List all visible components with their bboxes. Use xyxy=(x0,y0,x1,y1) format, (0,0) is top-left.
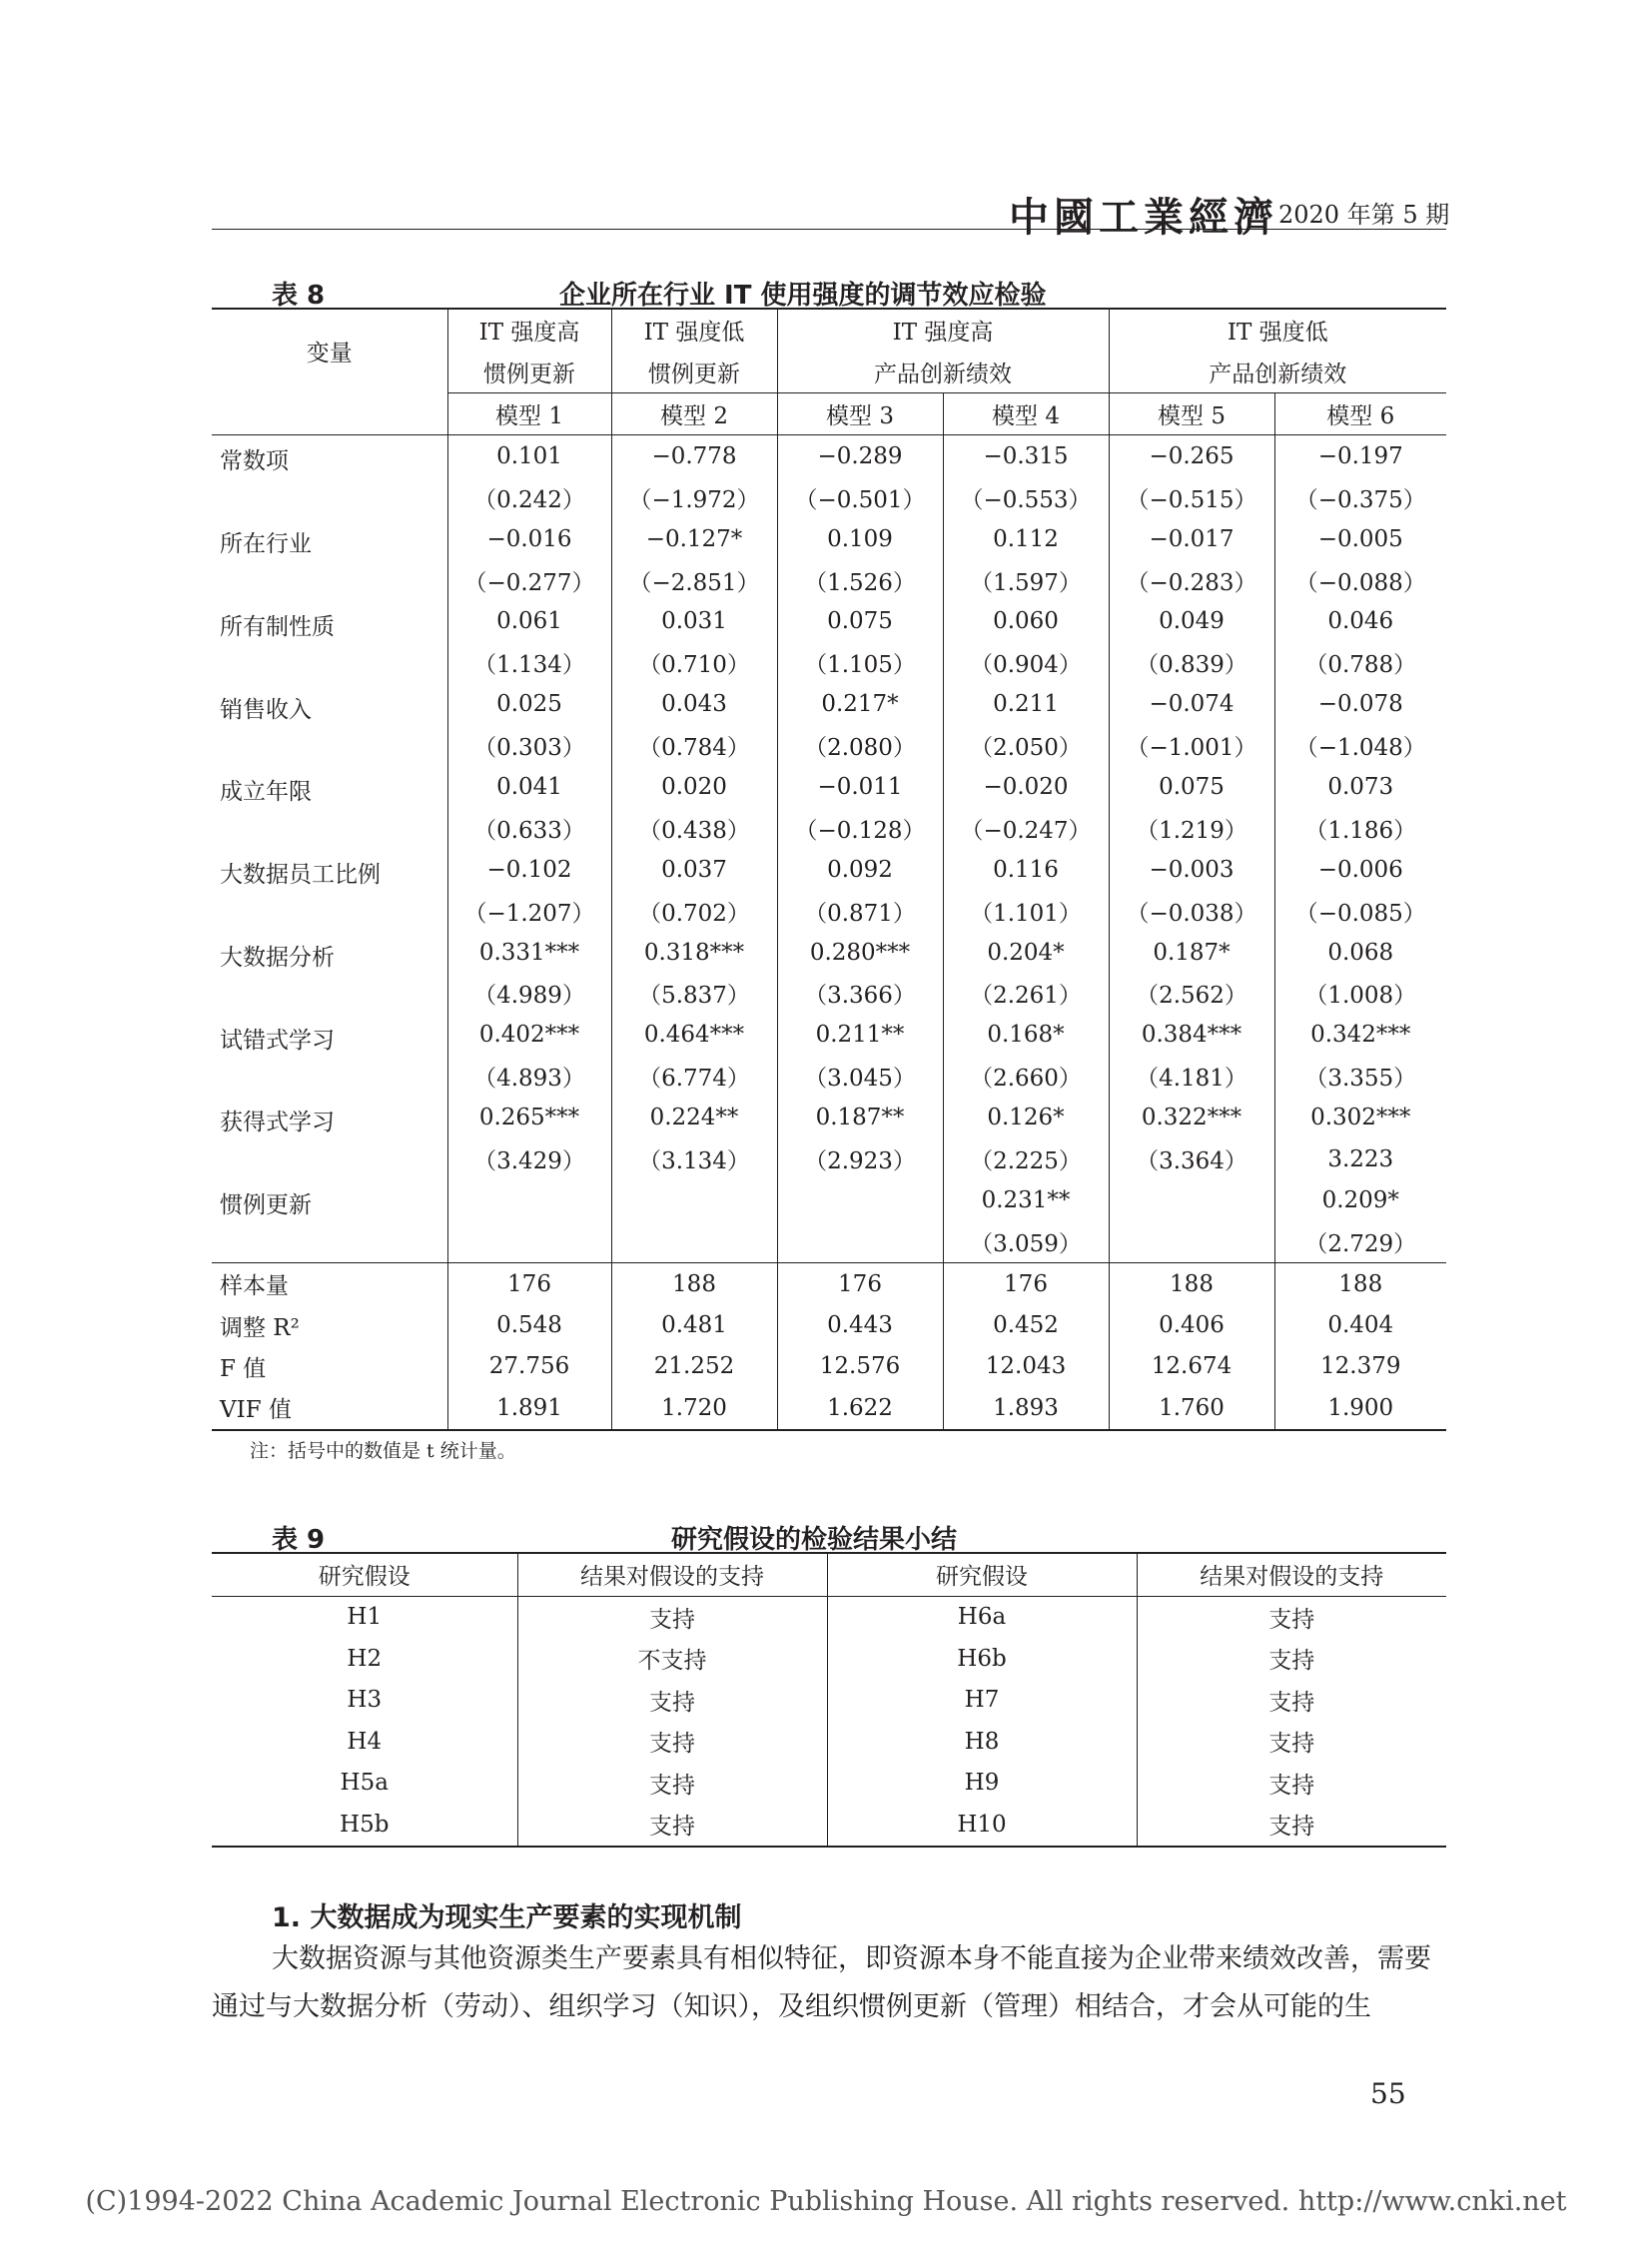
t-stat-cell: 3.223 xyxy=(1274,1138,1446,1179)
stat-cell: 1.622 xyxy=(777,1387,943,1429)
t-stat-cell: （1.134） xyxy=(447,642,611,683)
coef-cell: −0.197 xyxy=(1274,435,1446,477)
table-row xyxy=(212,1097,1446,1137)
support-cell: 支持 xyxy=(1137,1721,1446,1763)
coef-cell xyxy=(1109,1179,1274,1220)
t-stat-cell: （3.429） xyxy=(447,1138,611,1179)
coef-cell: −0.005 xyxy=(1274,518,1446,559)
coef-cell xyxy=(447,1179,611,1220)
stat-row xyxy=(212,1387,1446,1429)
coef-cell: 0.068 xyxy=(1274,932,1446,973)
t-stat-cell: （−1.048） xyxy=(1274,725,1446,766)
column-header: 结果对假设的支持 xyxy=(1137,1553,1446,1596)
stat-cell: 1.900 xyxy=(1274,1387,1446,1429)
coef-cell: 0.126* xyxy=(943,1097,1109,1137)
variable-name: 大数据分析 xyxy=(220,944,335,971)
coef-cell: 0.224** xyxy=(611,1097,777,1137)
coef-cell: 0.322*** xyxy=(1109,1097,1274,1137)
stat-name: VIF 值 xyxy=(212,1387,447,1429)
coef-cell xyxy=(611,1179,777,1220)
table9 xyxy=(212,1552,1446,1848)
variable-name: 惯例更新 xyxy=(220,1192,312,1219)
t-stat-cell: （3.134） xyxy=(611,1138,777,1179)
table-row xyxy=(212,766,1446,807)
t-stat-cell: （1.526） xyxy=(777,559,943,600)
coef-cell: 0.302*** xyxy=(1274,1097,1446,1137)
variable-name: 销售收入 xyxy=(220,696,312,723)
table-row xyxy=(212,1763,1446,1805)
t-stat-cell xyxy=(1109,1221,1274,1263)
t-stat-cell: （−1.001） xyxy=(1109,725,1274,766)
stat-cell: 188 xyxy=(1109,1262,1274,1304)
stat-cell: 12.576 xyxy=(777,1346,943,1387)
coef-cell: 0.217* xyxy=(777,684,943,725)
support-cell: 支持 xyxy=(1137,1638,1446,1680)
group-header: IT 强度高 xyxy=(447,309,611,351)
stat-cell: 1.893 xyxy=(943,1387,1109,1429)
group-header: 惯例更新 xyxy=(611,351,777,392)
variable-name: 所有制性质 xyxy=(220,613,335,640)
support-cell: 不支持 xyxy=(517,1638,827,1680)
coef-cell: 0.265*** xyxy=(447,1097,611,1137)
header-rule xyxy=(212,229,1446,230)
stat-cell: 0.406 xyxy=(1109,1304,1274,1345)
coef-cell: −0.016 xyxy=(447,518,611,559)
section-heading: 1. 大数据成为现实生产要素的实现机制 xyxy=(272,1902,742,1933)
coef-cell: −0.011 xyxy=(777,766,943,807)
coef-cell: 0.101 xyxy=(447,435,611,477)
coef-cell: 0.061 xyxy=(447,601,611,642)
hypothesis-cell: H2 xyxy=(347,1645,383,1672)
table8 xyxy=(212,308,1446,1431)
coef-cell: −0.017 xyxy=(1109,518,1274,559)
coef-cell: −0.020 xyxy=(943,766,1109,807)
coef-cell: 0.060 xyxy=(943,601,1109,642)
coef-cell: −0.289 xyxy=(777,435,943,477)
stat-cell: 188 xyxy=(1274,1262,1446,1304)
coef-cell: 0.187* xyxy=(1109,932,1274,973)
coef-cell: 0.037 xyxy=(611,849,777,890)
variable-name: 常数项 xyxy=(212,435,447,518)
hypothesis-cell: H7 xyxy=(827,1680,1137,1722)
coef-cell: 0.041 xyxy=(447,766,611,807)
table-row xyxy=(212,601,1446,642)
coef-cell: 0.402*** xyxy=(447,1015,611,1056)
model-header: 模型 4 xyxy=(943,392,1109,434)
t-stat-cell: （4.181） xyxy=(1109,1056,1274,1097)
t-stat-cell: （−0.038） xyxy=(1109,890,1274,931)
table-row xyxy=(212,849,1446,890)
stat-row xyxy=(212,1304,1446,1345)
coef-cell: 0.075 xyxy=(777,601,943,642)
t-stat-cell: （1.101） xyxy=(943,890,1109,931)
t-stat-cell: （2.562） xyxy=(1109,973,1274,1014)
table-row xyxy=(212,932,1446,973)
table8-label: 表 8 xyxy=(272,281,326,311)
group-header: 产品创新绩效 xyxy=(1109,351,1446,392)
group-header: 惯例更新 xyxy=(447,351,611,392)
stat-cell: 12.674 xyxy=(1109,1346,1274,1387)
table-row xyxy=(212,684,1446,725)
t-stat-cell: （1.008） xyxy=(1274,973,1446,1014)
t-stat-cell: （−0.553） xyxy=(943,477,1109,518)
t-stat-cell: （−0.277） xyxy=(447,559,611,600)
t-stat-cell: （3.364） xyxy=(1109,1138,1274,1179)
stat-cell: 21.252 xyxy=(611,1346,777,1387)
t-stat-cell: （2.080） xyxy=(777,725,943,766)
t-stat-cell: （0.702） xyxy=(611,890,777,931)
support-cell: 支持 xyxy=(517,1680,827,1722)
t-stat-cell: （6.774） xyxy=(611,1056,777,1097)
coef-cell: 0.168* xyxy=(943,1015,1109,1056)
coef-cell: 0.109 xyxy=(777,518,943,559)
coef-cell: 0.112 xyxy=(943,518,1109,559)
coef-cell: 0.046 xyxy=(1274,601,1446,642)
stat-cell: 176 xyxy=(943,1262,1109,1304)
stat-name: F 值 xyxy=(220,1355,267,1382)
issue-number: 2020 年第 5 期 xyxy=(1278,201,1450,229)
coef-cell: 0.464*** xyxy=(611,1015,777,1056)
stat-cell: 0.443 xyxy=(777,1304,943,1345)
variable-name: 试错式学习 xyxy=(220,1027,335,1054)
column-header: 结果对假设的支持 xyxy=(517,1553,827,1596)
coef-cell: −0.078 xyxy=(1274,684,1446,725)
coef-cell: −0.003 xyxy=(1109,849,1274,890)
t-stat-cell: （2.225） xyxy=(943,1138,1109,1179)
table-row xyxy=(212,1179,1446,1220)
hypothesis-cell: H3 xyxy=(347,1687,383,1714)
model-header: 模型 6 xyxy=(1274,392,1446,434)
t-stat-cell: （0.242） xyxy=(447,477,611,518)
t-stat-cell: （3.355） xyxy=(1274,1056,1446,1097)
model-header: 模型 1 xyxy=(447,392,611,434)
t-stat-cell: （4.893） xyxy=(447,1056,611,1097)
t-stat-cell: （1.219） xyxy=(1109,808,1274,849)
t-stat-cell: （−0.088） xyxy=(1274,559,1446,600)
stat-cell: 27.756 xyxy=(447,1346,611,1387)
t-stat-cell: （0.633） xyxy=(447,808,611,849)
stat-cell: 0.548 xyxy=(447,1304,611,1345)
t-stat-cell: （1.105） xyxy=(777,642,943,683)
t-stat-cell: （−2.851） xyxy=(611,559,777,600)
coef-cell: −0.315 xyxy=(943,435,1109,477)
t-stat-cell: （0.784） xyxy=(611,725,777,766)
hypothesis-cell: H6a xyxy=(827,1596,1137,1638)
journal-title: 中國工業經濟 xyxy=(1009,194,1278,241)
stat-cell: 176 xyxy=(777,1262,943,1304)
t-stat-cell xyxy=(611,1221,777,1263)
coef-cell: 0.075 xyxy=(1109,766,1274,807)
hypothesis-cell: H4 xyxy=(347,1728,383,1755)
group-header: IT 强度低 xyxy=(611,309,777,351)
t-stat-cell: （−1.207） xyxy=(447,890,611,931)
support-cell: 支持 xyxy=(517,1721,827,1763)
table-row xyxy=(212,518,1446,559)
coef-cell: 0.211** xyxy=(777,1015,943,1056)
group-header: IT 强度低 xyxy=(1109,309,1446,351)
hypothesis-cell: H5b xyxy=(212,1804,517,1847)
hypothesis-cell: H9 xyxy=(827,1763,1137,1805)
coef-cell: −0.074 xyxy=(1109,684,1274,725)
t-stat-cell: （−0.283） xyxy=(1109,559,1274,600)
table-row xyxy=(212,435,1446,477)
coef-cell: −0.127* xyxy=(611,518,777,559)
coef-cell: 0.204* xyxy=(943,932,1109,973)
coef-cell: −0.778 xyxy=(611,435,777,477)
t-stat-cell: （0.904） xyxy=(943,642,1109,683)
page-number: 55 xyxy=(1370,2077,1406,2110)
t-stat-cell: （1.186） xyxy=(1274,808,1446,849)
table8-title: 企业所在行业 IT 使用强度的调节效应检验 xyxy=(559,281,1047,311)
stat-name: 调整 R² xyxy=(220,1314,300,1341)
t-stat-cell: （2.261） xyxy=(943,973,1109,1014)
t-stat-cell xyxy=(447,1221,611,1263)
table-row xyxy=(212,1638,1446,1680)
coef-cell: 0.384*** xyxy=(1109,1015,1274,1056)
t-stat-cell: （2.729） xyxy=(1274,1221,1446,1263)
column-header: 研究假设 xyxy=(212,1553,517,1596)
coef-cell: 0.116 xyxy=(943,849,1109,890)
stat-cell: 1.720 xyxy=(611,1387,777,1429)
table9-title: 研究假设的检验结果小结 xyxy=(671,1525,958,1555)
coef-cell: 0.231** xyxy=(943,1179,1109,1220)
hypothesis-cell: H10 xyxy=(827,1804,1137,1847)
t-stat-cell: （−0.501） xyxy=(777,477,943,518)
table-row xyxy=(212,1680,1446,1722)
t-stat-cell: （−0.085） xyxy=(1274,890,1446,931)
stat-cell: 1.760 xyxy=(1109,1387,1274,1429)
coef-cell: 0.092 xyxy=(777,849,943,890)
coef-cell: 0.020 xyxy=(611,766,777,807)
group-header: IT 强度高 xyxy=(777,309,1109,351)
t-stat-cell: （4.989） xyxy=(447,973,611,1014)
stat-cell: 0.481 xyxy=(611,1304,777,1345)
t-stat-cell: （0.839） xyxy=(1109,642,1274,683)
coef-cell: 0.318*** xyxy=(611,932,777,973)
table9-label: 表 9 xyxy=(272,1525,326,1555)
column-header: 研究假设 xyxy=(827,1553,1137,1596)
coef-cell: −0.102 xyxy=(447,849,611,890)
coef-cell: −0.265 xyxy=(1109,435,1274,477)
support-cell: 支持 xyxy=(1137,1596,1446,1638)
t-stat-cell: （1.597） xyxy=(943,559,1109,600)
stat-name: 样本量 xyxy=(212,1262,447,1304)
coef-cell: 0.280*** xyxy=(777,932,943,973)
t-stat-cell: （5.837） xyxy=(611,973,777,1014)
coef-cell: 0.211 xyxy=(943,684,1109,725)
t-stat-cell: （0.303） xyxy=(447,725,611,766)
stat-cell: 188 xyxy=(611,1262,777,1304)
stat-cell: 12.043 xyxy=(943,1346,1109,1387)
coef-cell: 0.031 xyxy=(611,601,777,642)
t-stat-cell: （0.788） xyxy=(1274,642,1446,683)
model-header: 模型 2 xyxy=(611,392,777,434)
copyright-footer: (C)1994-2022 China Academic Journal Electronic Publishing House. All rights reserved. http://www.cnki.net xyxy=(85,2186,1567,2217)
stat-cell: 176 xyxy=(447,1262,611,1304)
coef-cell: 0.025 xyxy=(447,684,611,725)
coef-cell: 0.049 xyxy=(1109,601,1274,642)
stat-row xyxy=(212,1346,1446,1387)
hypothesis-cell: H6b xyxy=(827,1638,1137,1680)
coef-cell: 0.073 xyxy=(1274,766,1446,807)
coef-cell: 0.043 xyxy=(611,684,777,725)
coef-cell: −0.006 xyxy=(1274,849,1446,890)
t-stat-cell: （2.050） xyxy=(943,725,1109,766)
stat-cell: 12.379 xyxy=(1274,1346,1446,1387)
group-header: 产品创新绩效 xyxy=(777,351,1109,392)
variable-name: 获得式学习 xyxy=(220,1110,335,1136)
table8-note: 注：括号中的数值是 t 统计量。 xyxy=(250,1440,516,1462)
support-cell: 支持 xyxy=(517,1596,827,1638)
variable-header: 变量 xyxy=(212,309,447,392)
t-stat-cell: （2.923） xyxy=(777,1138,943,1179)
hypothesis-cell: H1 xyxy=(347,1604,383,1631)
t-stat-cell: （0.710） xyxy=(611,642,777,683)
variable-name: 成立年限 xyxy=(220,779,312,806)
table-row xyxy=(212,1015,1446,1056)
t-stat-cell: （3.045） xyxy=(777,1056,943,1097)
table-row xyxy=(212,1596,1446,1638)
t-stat-cell: （−0.375） xyxy=(1274,477,1446,518)
support-cell: 支持 xyxy=(517,1763,827,1805)
coef-cell: 0.187** xyxy=(777,1097,943,1137)
t-stat-cell: （2.660） xyxy=(943,1056,1109,1097)
coef-cell xyxy=(777,1179,943,1220)
t-stat-cell xyxy=(777,1221,943,1263)
hypothesis-cell: H8 xyxy=(827,1721,1137,1763)
coef-cell: 0.209* xyxy=(1274,1179,1446,1220)
t-stat-cell: （3.059） xyxy=(943,1221,1109,1263)
table-row xyxy=(212,1804,1446,1847)
t-stat-cell: （−0.247） xyxy=(943,808,1109,849)
coef-cell: 0.331*** xyxy=(447,932,611,973)
support-cell: 支持 xyxy=(1137,1680,1446,1722)
stat-cell: 1.891 xyxy=(447,1387,611,1429)
support-cell: 支持 xyxy=(1137,1804,1446,1847)
t-stat-cell: （3.366） xyxy=(777,973,943,1014)
t-stat-cell: （0.438） xyxy=(611,808,777,849)
table-row xyxy=(212,1721,1446,1763)
support-cell: 支持 xyxy=(517,1804,827,1847)
variable-name: 所在行业 xyxy=(220,530,312,557)
t-stat-cell: （−1.972） xyxy=(611,477,777,518)
coef-cell: 0.342*** xyxy=(1274,1015,1446,1056)
stat-cell: 0.404 xyxy=(1274,1304,1446,1345)
stat-row xyxy=(212,1262,1446,1304)
stat-cell: 0.452 xyxy=(943,1304,1109,1345)
t-stat-cell: （−0.128） xyxy=(777,808,943,849)
hypothesis-cell: H5a xyxy=(340,1770,389,1797)
variable-name: 大数据员工比例 xyxy=(220,862,381,889)
body-paragraph: 大数据资源与其他资源类生产要素具有相似特征，即资源本身不能直接为企业带来绩效改善，需要通过与大数据分析（劳动）、组织学习（知识），及组织惯例更新（管理）相结合，才会从可能的生 xyxy=(212,1943,1431,2022)
model-header: 模型 5 xyxy=(1109,392,1274,434)
support-cell: 支持 xyxy=(1137,1763,1446,1805)
t-stat-cell: （−0.515） xyxy=(1109,477,1274,518)
model-header: 模型 3 xyxy=(777,392,943,434)
t-stat-cell: （0.871） xyxy=(777,890,943,931)
